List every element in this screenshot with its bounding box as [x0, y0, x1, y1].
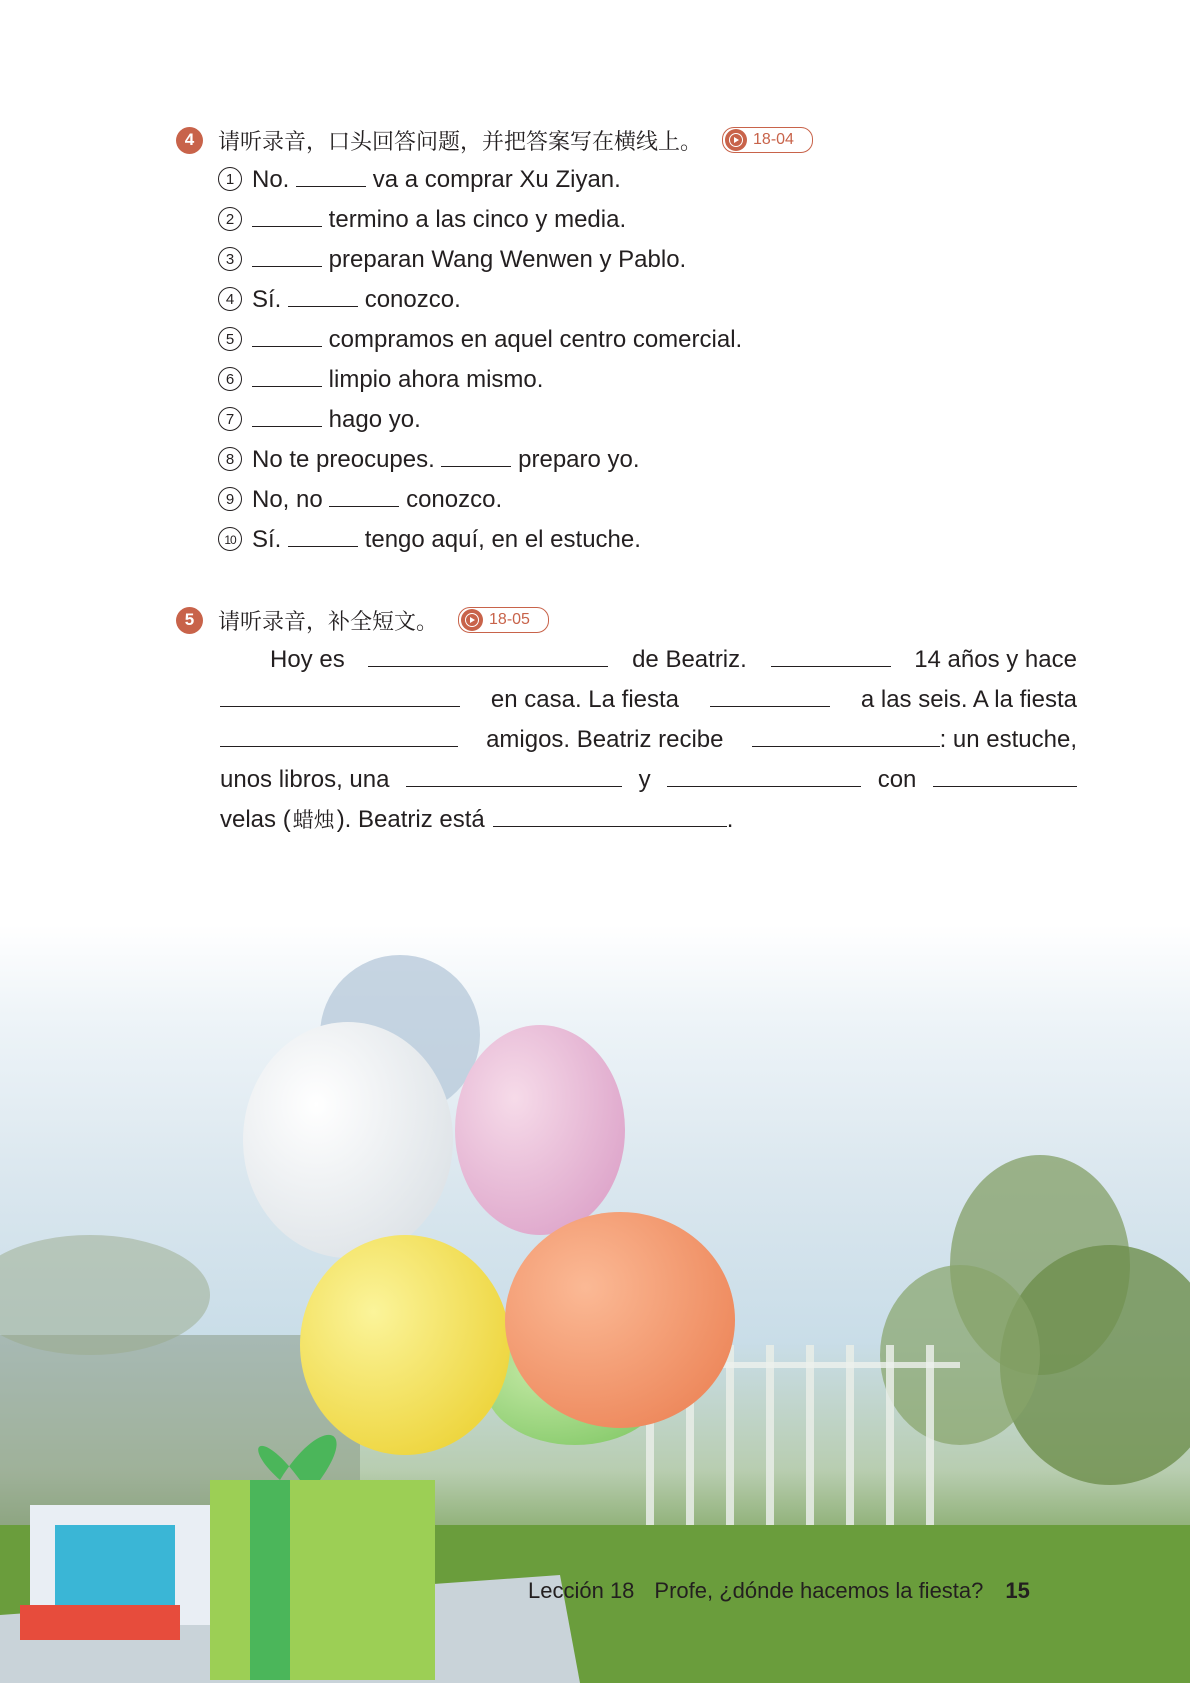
cloze-paragraph [220, 640, 1077, 840]
item-text-after: conozco. [406, 486, 503, 513]
answer-blank[interactable] [252, 322, 322, 347]
item-text-before: No, no [252, 486, 323, 513]
list-item [218, 320, 742, 360]
item-number: 4 [218, 287, 242, 311]
answer-blank[interactable] [493, 800, 727, 827]
lesson-title: Profe, ¿dónde hacemos la fiesta? [654, 1578, 984, 1603]
answer-blank[interactable] [710, 680, 830, 707]
item-number: 10 [218, 527, 242, 551]
answer-blank[interactable] [667, 760, 861, 787]
party-photo [0, 925, 1190, 1683]
item-text-after: limpio ahora mismo. [328, 366, 544, 393]
play-icon [461, 609, 483, 631]
item-number: 5 [218, 327, 242, 351]
answer-blank[interactable] [220, 680, 460, 707]
audio-track-button[interactable] [722, 127, 813, 153]
item-text-before: No. [252, 166, 290, 193]
answer-blank[interactable] [752, 720, 940, 747]
list-item [218, 160, 742, 200]
exercise-instruction: 请听录音，补全短文。 [218, 609, 439, 635]
text-segment: velas ( [220, 806, 291, 833]
list-item [218, 520, 742, 560]
list-item [218, 480, 742, 520]
answer-blank[interactable] [220, 720, 458, 747]
answer-blank[interactable] [368, 640, 608, 667]
item-text-before: Sí. [252, 286, 282, 313]
item-number: 8 [218, 447, 242, 471]
text-segment: a las seis. A la fiesta [860, 686, 1077, 713]
list-item [218, 240, 742, 280]
answer-blank[interactable] [252, 202, 322, 227]
item-text-before: Sí. [252, 526, 282, 553]
answer-blank[interactable] [771, 640, 891, 667]
lesson-label: Lección 18 [528, 1578, 635, 1603]
exercise-instruction: 请听录音，口头回答问题，并把答案写在横线上。 [218, 129, 703, 155]
item-text-after: preparan Wang Wenwen y Pablo. [328, 246, 687, 273]
item-number: 7 [218, 407, 242, 431]
page-footer [528, 1578, 1030, 1604]
audio-track-label: 18-05 [489, 611, 530, 628]
text-segment: en casa. La fiesta [490, 686, 680, 713]
exercise-5-header [176, 605, 549, 635]
item-text-before: No te preocupes. [252, 446, 435, 473]
item-text-after: hago yo. [328, 406, 421, 433]
list-item [218, 280, 742, 320]
item-number: 3 [218, 247, 242, 271]
answer-blank[interactable] [296, 162, 366, 187]
text-segment: . [726, 806, 734, 833]
text-segment: con [877, 766, 917, 793]
answer-blank[interactable] [252, 242, 322, 267]
text-segment: Hoy es [270, 646, 345, 673]
item-number: 6 [218, 367, 242, 391]
paragraph-line [220, 800, 1077, 840]
question-list [218, 160, 742, 560]
item-number: 1 [218, 167, 242, 191]
paragraph-line [220, 680, 1077, 720]
text-segment: : un estuche, [939, 726, 1077, 753]
list-item [218, 440, 742, 480]
item-text-after: va a comprar Xu Ziyan. [372, 166, 621, 193]
answer-blank[interactable] [933, 760, 1077, 787]
paragraph-line [220, 760, 1077, 800]
item-number: 9 [218, 487, 242, 511]
text-segment: de Beatriz. [632, 646, 747, 673]
answer-blank[interactable] [288, 522, 358, 547]
item-text-after: tengo aquí, en el estuche. [364, 526, 641, 553]
answer-blank[interactable] [288, 282, 358, 307]
item-text-after: termino a las cinco y media. [328, 206, 627, 233]
answer-blank[interactable] [252, 362, 322, 387]
audio-track-button[interactable] [458, 607, 549, 633]
list-item [218, 360, 742, 400]
list-item [218, 400, 742, 440]
text-segment: 14 años y hace [914, 646, 1077, 673]
text-segment: amigos. Beatriz recibe [486, 726, 724, 753]
item-text-after: preparo yo. [518, 446, 640, 473]
text-segment: 蜡烛 [292, 808, 335, 832]
answer-blank[interactable] [329, 482, 399, 507]
text-segment: ). Beatriz está [336, 806, 485, 833]
list-item [218, 200, 742, 240]
play-icon [725, 129, 747, 151]
balloons-gifts-illustration [0, 925, 1190, 1683]
text-segment: unos libros, una [220, 766, 390, 793]
audio-track-label: 18-04 [753, 131, 794, 148]
answer-blank[interactable] [406, 760, 622, 787]
exercise-number-badge: 4 [176, 127, 203, 154]
answer-blank[interactable] [441, 442, 511, 467]
item-text-after: conozco. [364, 286, 461, 313]
answer-blank[interactable] [252, 402, 322, 427]
page-number: 15 [1005, 1578, 1030, 1603]
text-segment: y [638, 766, 651, 793]
paragraph-line [220, 720, 1077, 760]
paragraph-line [220, 640, 1077, 680]
exercise-4-header [176, 125, 813, 155]
exercise-number-badge: 5 [176, 607, 203, 634]
item-number: 2 [218, 207, 242, 231]
item-text-after: compramos en aquel centro comercial. [328, 326, 743, 353]
